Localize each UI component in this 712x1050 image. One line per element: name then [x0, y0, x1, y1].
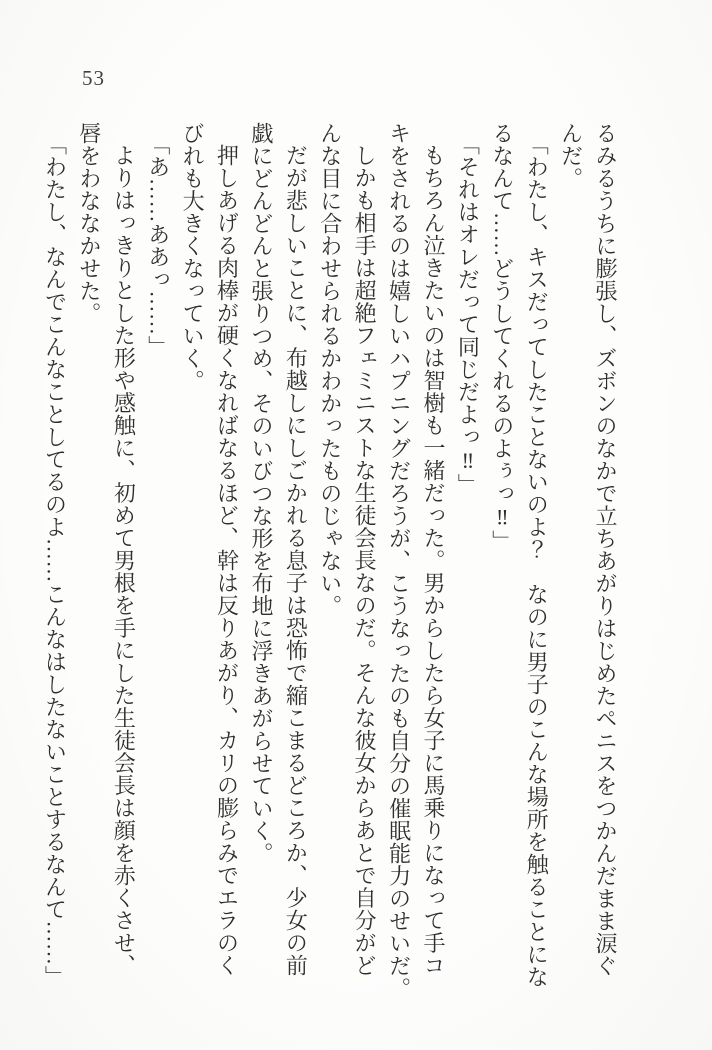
text-line: 唇をわななかせた。: [76, 122, 102, 325]
text-line: しかも相手は超絶フェミニストな生徒会長なのだ。そんな彼女からあとで自分がど: [352, 144, 378, 977]
text-line: もちろん泣きたいのは智樹も一緒だった。男からしたら女子に馬乗りになって手コ: [420, 144, 446, 977]
text-line: 「それはオレだって同じだよっ‼」: [455, 133, 481, 496]
text-line: びれも大きくなっていく。: [180, 122, 206, 392]
text-line: 戯にどんどんと張りつめ、そのいびつな形を布地に浮きあがらせていく。: [248, 122, 274, 865]
text-line: んだ。: [558, 122, 584, 190]
text-line: 「わたし、キスだってしたことないのよ？ なのに男子のこんな場所を触ることにな: [524, 133, 550, 988]
text-line: 「わたし、なんでこんなことしてるのよ……こんなはしたないことするなんて……」: [42, 133, 68, 988]
text-line: んな目に合わせられるかわかったものじゃない。: [317, 122, 343, 617]
text-line: キをされるのは嬉しいハプニングだろうが、こうなったのも自分の催眠能力のせいだ。: [386, 122, 412, 1000]
text-line: るなんて……どうしてくれるのよぅっ‼」: [489, 122, 515, 553]
text-block: [37, 122, 622, 1006]
page-number: 53: [82, 66, 105, 90]
text-line: 押しあげる肉棒が硬くなればなるほど、幹は反りあがり、カリの膨らみでエラのく: [214, 144, 240, 977]
text-line: 「あ……ああっ……」: [145, 133, 171, 358]
text-line: るみるうちに膨張し、ズボンのなかで立ちあがりはじめたペニスをつかんだまま涙ぐ: [593, 122, 618, 977]
text-line: よりはっきりとした形や感触に、初めて男根を手にした生徒会長は顔を赤くさせ、: [111, 144, 137, 977]
text-line: だが悲しいことに、布越しにしごかれる息子は恐怖で縮こまるどころか、少女の前: [283, 144, 309, 977]
